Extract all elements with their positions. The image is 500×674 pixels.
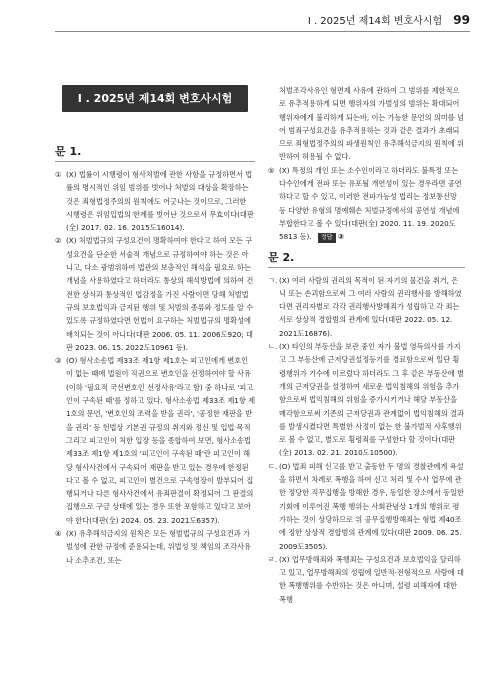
left-column: [55, 140, 255, 567]
q2-item-b: [268, 340, 465, 460]
item-marker: ③: [55, 356, 62, 366]
item-marker: ②: [55, 236, 62, 246]
q1-item-1: [55, 168, 255, 234]
q1-item-4-continued: [268, 84, 465, 164]
item-text: (X) 여러 사람의 권리의 목적이 된 자기의 물건을 취거, 은닉 또는 손괴함으로써 그 여러 사람의 권리행사를 방해하였다면 권리자별로 각각 권리행사방해죄가 성립하고 각 죄는 서로 상상적 경합범의 관계에 있다(대판 2022. 05. 12. 2021도16876).: [279, 275, 462, 338]
q1-item-3: [55, 354, 255, 527]
q1-item-4: [55, 527, 255, 567]
item-marker: ①: [55, 170, 62, 179]
item-text: (X) 타인의 부동산을 보관 중인 자가 불법 영득의사를 가지고 그 부동산에 근저당권설정등기를 경료함으로써 일단 횡령행위가 기수에 이르렀다 하더라도 그 후 같은 부동산에 별개의 근저당권을 설정하여 새로운 법익침해의 위험을 추가함으로써 법익침해의 위험을 증가시키거나 해당 부동산을 매각함으로써 기존의 근저당권과 관계없이 법익침해의 결과를 발생시켰다면 특별한 사정이 없는 한 불가벌적 사후행위로 볼 수 없고, 별도로 횡령죄를 구성한다 할 것이다(대판(全) 2013. 02. 21. 2010도10500).: [279, 342, 465, 458]
question-2-heading: 문 2.: [268, 250, 465, 268]
item-text: (X) 유추해석금지의 원칙은 모든 형벌법규의 구성요건과 가벌성에 관한 규정에 준용되는데, 위법성 및 책임의 조각사유나 소추조건, 또는: [66, 529, 251, 565]
item-5-text: (X) 특정의 개인 또는 소수인이라고 하더라도 불특정 또는 다수인에게 전파 또는 유포될 개연성이 있는 경우라면 공연하다고 할 수 있고, 이러한 전파가능성 법리는 정보통신망 등 다양한 유형의 명예훼손 처벌규정에서의 공연성 개념에 부합한다고 볼 수 있다(대판(全) 2020. 11. 19. 2020도5813 등).: [279, 165, 462, 242]
header-rule: [55, 31, 470, 32]
item-marker: ⑤: [268, 165, 275, 175]
running-header: [308, 12, 470, 28]
q2-item-d: [268, 553, 465, 606]
item-marker: ④: [55, 529, 62, 539]
item-marker: ㄹ.: [268, 554, 278, 564]
item-marker: ㄴ.: [268, 342, 278, 352]
page-number: 99: [453, 13, 470, 27]
item-text: 처벌조각사유인 형면제 사유에 관하여 그 범위를 제한적으로 유추적용하게 되면 행위자의 가벌성의 범위는 확대되어 행위자에게 불리하게 되는바, 이는 가능한 문언의 의미를 넘어 범죄구성요건을 유추적용하는 것과 같은 결과가 초래되므로 죄형법정주의의 파생원칙인 유추해석금지의 원칙에 위반하여 허용될 수 없다.: [279, 86, 465, 162]
item-text: (X) 법률이 시행령이 형사처벌에 관한 사항을 규정하면서 법률의 명시적인 위임 범위를 벗어나 처벌의 대상을 확장하는 것은 죄형법정주의의 원칙에도 어긋나는 것이므로, 그러한 시행령은 위임입법의 한계를 벗어난 것으로서 무효이다(대판(全) 2017. 02. 16. 2015도16014).: [66, 170, 254, 233]
item-text: (O) 형사소송법 제33조 제1항 제1호는 피고인에게 변호인이 없는 때에 법원이 직권으로 변호인을 선정하여야 할 사유(이하 '필요적 국선변호인 선정사유'라고 함) 중 하나로 '피고인이 구속된 때'를 정하고 있다. 형사소송법 제33조 제1항 제1호의 문언, '변호인의 조력을 받을 권리', '공정한 재판을 받을 권리' 등 헌법상 기본권 규정의 취지와 정신 및 입법 목적 그리고 피고인이 처한 입장 등을 종합하여 보면, 형사소송법 제33조 제1항 제1호의 '피고인이 구속된 때'란 피고인이 해당 형사사건에서 구속되어 재판을 받고 있는 경우에 한정된다고 볼 수 없고, 피고인이 별건으로 구속영장이 발부되어 집행되거나 다른 형사사건에서 유죄판결이 확정되어 그 판결의 집행으로 구금 상태에 있는 경우 또한 포함하고 있다고 보아야 한다(대판(全) 2024. 05. 23. 2021도6357).: [66, 356, 256, 525]
item-text: (O) 법죄 피해 신고를 받고 출동한 두 명의 경찰관에게 욕설을 하면서 차례로 폭행을 하여 신고 처리 및 수사 업무에 관한 정당한 직무집행을 방해한 경우, 동일한 장소에서 동일한 기회에 이루어진 폭행 행위는 사회관념상 1개의 행위로 평가하는 것이 상당하므로 위 공무집행방해죄는 형법 제40조에 정한 상상적 경합범의 관계에 있다(대판 2009. 06. 25. 2009도3505).: [279, 461, 464, 551]
item-marker: ㄱ.: [268, 275, 278, 285]
answer-value: ③: [337, 232, 344, 242]
q1-item-5: [268, 164, 465, 244]
section-title-box: I . 2025년 제14회 변호사시험: [62, 85, 248, 112]
item-text: (X) 처벌법규의 구성요건이 명확하여야 한다고 하여 모든 구성요건을 단순한 서술적 개념으로 규정하여야 하는 것은 아니고, 다소 광범위하여 법관의 보충적인 해석을 필요로 하는 개념을 사용하였다고 하더라도 통상의 해석방법에 의하여 건전한 상식과 통상적인 법감정을 가진 사람이면 당해 처벌법규의 보호법익과 금지된 행위 및 처벌의 종류와 정도를 알 수 있도록 규정하였다면 헌법이 요구하는 처벌법규의 명확성에 배치되는 것이 아니다(대판 2006. 05. 11. 2006도920; 대판 2023. 06. 15. 2022도10961 등).: [66, 236, 254, 352]
running-header-title: I . 2025년 제14회 변호사시험: [307, 16, 443, 27]
q1-item-2: [55, 234, 255, 354]
item-text: [279, 164, 465, 244]
item-text: (X) 업무방해죄와 폭행죄는 구성요건과 보호법익을 달리하고 있고, 업무방해죄의 성립에 일반적·전형적으로 사람에 대한 폭행행위를 수반하는 것은 아니며, 설령 피해자에 대한 폭행: [279, 554, 464, 604]
right-column: [268, 84, 465, 606]
question-1-heading: 문 1.: [55, 144, 255, 162]
item-marker: ㄷ.: [268, 461, 278, 471]
q2-item-a: [268, 274, 465, 340]
answer-badge: 정답: [318, 233, 336, 243]
q2-item-c: [268, 460, 465, 553]
